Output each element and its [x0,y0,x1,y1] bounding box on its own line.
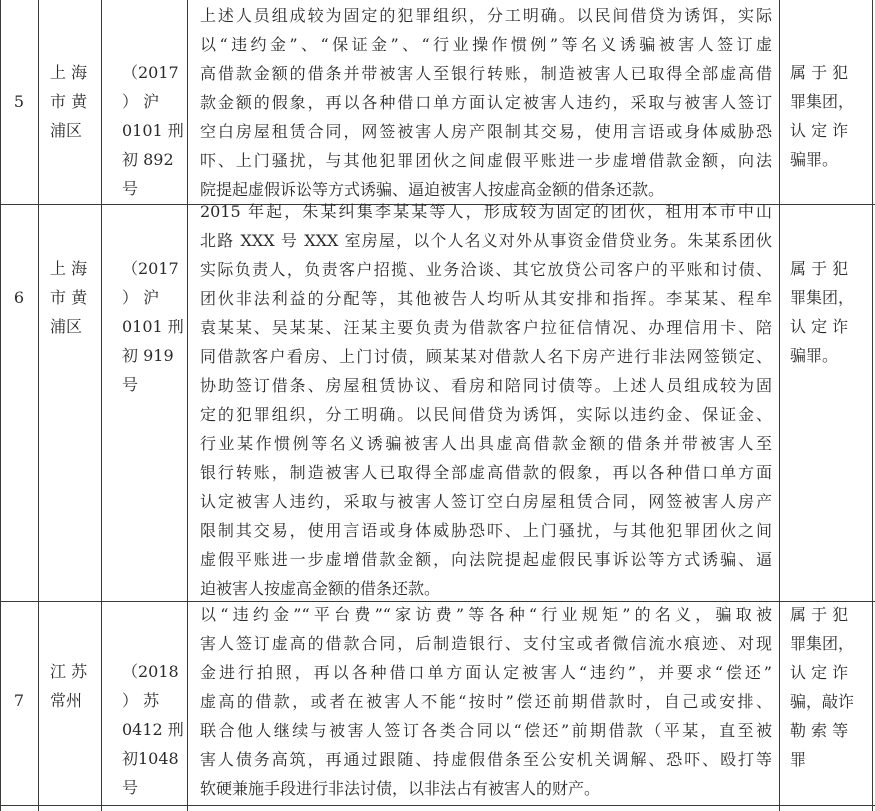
table-border-right [872,0,873,811]
row-number: 7 [13,691,25,710]
court-ruling: 属 于 犯 罪集团， 认 定 诈 骗罪。 [790,63,855,169]
table-border-bottom [0,805,875,806]
court-location: 上 海 市 黄 浦区 [50,63,88,140]
row-number: 5 [13,92,25,111]
court-location: 上 海 市 黄 浦区 [50,259,88,336]
court-ruling: 属 于 犯 罪集团， 认 定 诈 骗，敲诈 勒 索 等 罪 [790,605,855,769]
case-facts: 上述人员组成较为固定的犯罪组织，分工明确。以民间借贷为诱饵，实际 以“违约金”、“保证金”、“行业操作惯例”等名义诱骗被害人签订虚 高借款金额的借条并带被害人至银行转账，制造被害人已取得全部虚高借 款金额的假象，再以各种借口单方面认定被害人违约，采取与被害人签订 空白房屋租赁合同，网签被害人房产限制其交易，使用言语或身体威胁恐 吓、上门骚扰，与其他犯罪团伙之间虚假平账进一步虚增借款金额，向法 院提起虚假诉讼等方式诱骗、逼迫被害人按虚高金额的借条还款。 [200,6,772,199]
column-divider-4 [779,0,780,811]
case-number: （2017 ） 沪 0101 刑 初 919 号 [122,259,184,394]
row-number: 6 [13,288,25,307]
case-number: （2018 ） 苏 0412 刑 初1048 号 [122,662,184,797]
case-facts: 2015 年起，朱某纠集李某某等人，形成较为固定的团伙，租用本市中山 北路 XXX 号 XXX 室房屋，以个人名义对外从事资金借贷业务。朱某系团伙 实际负责人，负责客户招揽、业务洽谈、其它放贷公司客户的平账和讨债、 团伙非法利益的分配等，其他被告人均听从其安排和指挥。李某某、程牟 袁某某、吴某某、汪某主要负责为借款客户拉征信情况、办理信用卡、陪 同借款客户看房、上门讨债，顾某某对借款人名下房产进行非法网签锁定、 协助签订借条、房屋租赁协议、看房和陪同讨债等。上述人员组成较为固 定的犯罪组织，分工明确。以民间借贷为诱饵，实际以违约金、保证金、 行业某作惯例等名义诱骗被害人出具虚高借款金额的借条并带被害人至 银行转账，制造被害人已取得全部虚高借款的假象，再以各种借口单方面 认定被害人违约，采取与被害人签订空白房屋租赁合同，网签被害人房产 限制其交易，使用言语或身体威胁恐吓、上门骚扰，与其他犯罪团伙之间 虚假平账进一步虚增借款金额，向法院提起虚假民事诉讼等方式诱骗、逼 迫被害人按虚高金额的借条还款。 [200,202,772,598]
column-divider-2 [101,0,102,811]
case-facts: 以“违约金”“平台费”“家访费”等各种“行业规矩”的名义，骗取被 害人签订虚高的借款合同，后制造银行、支付宝或者微信流水痕迹、对现 金进行拍照，再以各种借口单方面认定被害人“违约”，并要求“偿还” 虚高的借款，或者在被害人不能“按时”偿还前期借款时，自己或安排、 联合他人继续与被害人签订各类合同以“偿还”前期借款（平某，直至被 害人债务高筑，再通过跟随、持虚假借条至公安机关调解、恐吓、殴打等 软硬兼施手段进行非法讨债，以非法占有被害人的财产。 [200,605,772,798]
court-location: 江 苏 常州 [50,662,88,710]
court-ruling: 属 于 犯 罪集团， 认 定 诈 骗罪。 [790,259,855,365]
case-number: （2017 ） 沪 0101 刑 初 892 号 [122,63,184,198]
column-divider-1 [38,0,39,811]
column-divider-3 [187,0,188,811]
